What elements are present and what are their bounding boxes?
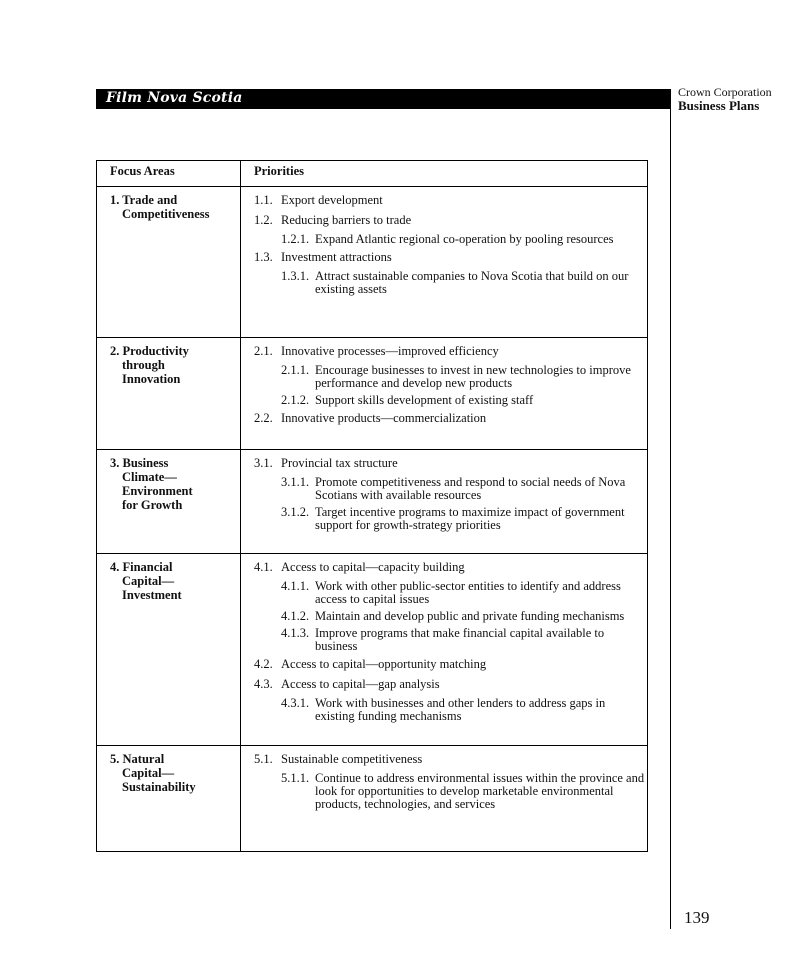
margin-rule bbox=[670, 89, 671, 929]
priority-text: Support skills development of existing staff bbox=[315, 393, 534, 407]
priority-number: 3.1. bbox=[254, 456, 273, 470]
priority-item bbox=[241, 411, 647, 425]
priority-text: Innovative processes—improved efficiency bbox=[281, 344, 499, 358]
focus-area-label: Innovation bbox=[122, 372, 181, 386]
page-number: 139 bbox=[684, 908, 710, 927]
priority-number: 2.1.2. bbox=[281, 393, 310, 407]
focus-area-label: Capital— bbox=[122, 766, 175, 780]
priority-text: Investment attractions bbox=[281, 250, 392, 264]
priority-item bbox=[241, 560, 647, 574]
priority-text: Access to capital—opportunity matching bbox=[281, 657, 487, 671]
focus-area-label: 4. Financial bbox=[110, 560, 173, 574]
priority-number: 4.3.1. bbox=[281, 696, 310, 710]
focus-area-label: Climate— bbox=[122, 470, 177, 484]
priorities-cell bbox=[241, 746, 648, 852]
sub-priority-item bbox=[241, 610, 647, 623]
priority-number: 5.1. bbox=[254, 752, 273, 766]
column-header-priorities: Priorities bbox=[241, 161, 648, 187]
table-row bbox=[97, 187, 648, 338]
priority-text: Export development bbox=[281, 193, 383, 207]
priority-text: Improve programs that make financial capital available to business bbox=[315, 626, 605, 653]
priority-number: 2.2. bbox=[254, 411, 273, 425]
focus-areas-table bbox=[96, 160, 648, 852]
table-header-row bbox=[97, 161, 648, 187]
priority-item bbox=[241, 752, 647, 766]
priority-item bbox=[241, 193, 647, 207]
priority-text: Access to capital—capacity building bbox=[281, 560, 465, 574]
priority-number: 1.3.1. bbox=[281, 269, 310, 283]
priority-number: 2.1. bbox=[254, 344, 273, 358]
priorities-cell bbox=[241, 187, 648, 338]
focus-area-label: Investment bbox=[122, 588, 182, 602]
priority-number: 4.1. bbox=[254, 560, 273, 574]
priority-text: Provincial tax structure bbox=[281, 456, 398, 470]
priority-text: Sustainable competitiveness bbox=[281, 752, 423, 766]
priority-item bbox=[241, 657, 647, 671]
priority-number: 5.1.1. bbox=[281, 771, 310, 785]
priority-text: Promote competitiveness and respond to social needs of Nova Scotians with available resources bbox=[315, 475, 626, 502]
priority-text: Continue to address environmental issues within the province and look for opportunities to develop marketable environmental products, technologies, and services bbox=[315, 771, 645, 811]
priority-text: Reducing barriers to trade bbox=[281, 213, 412, 227]
priority-number: 1.2.1. bbox=[281, 232, 310, 246]
sub-priority-item bbox=[241, 580, 647, 606]
priority-item bbox=[241, 344, 647, 358]
focus-area-cell bbox=[97, 338, 241, 450]
priority-number: 2.1.1. bbox=[281, 363, 310, 377]
priority-text: Work with other public-sector entities to identify and address access to capital issues bbox=[315, 579, 621, 606]
sub-priority-item bbox=[241, 394, 647, 407]
table-row bbox=[97, 338, 648, 450]
column-header-focus-areas: Focus Areas bbox=[97, 161, 241, 187]
priorities-cell bbox=[241, 450, 648, 554]
focus-area-label: Competitiveness bbox=[122, 207, 210, 221]
priority-text: Work with businesses and other lenders to address gaps in existing funding mechanisms bbox=[315, 696, 606, 723]
priority-number: 3.1.1. bbox=[281, 475, 310, 489]
table-row bbox=[97, 450, 648, 554]
priority-number: 1.1. bbox=[254, 193, 273, 207]
priority-number: 4.3. bbox=[254, 677, 273, 691]
priorities-cell bbox=[241, 338, 648, 450]
sub-priority-item bbox=[241, 233, 647, 246]
sub-priority-item bbox=[241, 697, 647, 723]
focus-area-label: 3. Business bbox=[110, 456, 169, 470]
focus-area-label: 1. Trade and bbox=[110, 193, 178, 207]
priority-text: Innovative products—commercialization bbox=[281, 411, 487, 425]
priority-item bbox=[241, 213, 647, 227]
priority-number: 4.1.2. bbox=[281, 609, 310, 623]
priority-number: 1.3. bbox=[254, 250, 273, 264]
focus-area-label: through bbox=[122, 358, 165, 372]
focus-area-label: for Growth bbox=[122, 498, 183, 512]
priority-text: Encourage businesses to invest in new technologies to improve performance and develop new products bbox=[315, 363, 631, 390]
table-row bbox=[97, 554, 648, 746]
sub-priority-item bbox=[241, 772, 647, 811]
focus-area-label: 5. Natural bbox=[110, 752, 165, 766]
priority-text: Access to capital—gap analysis bbox=[281, 677, 440, 691]
priority-number: 3.1.2. bbox=[281, 505, 310, 519]
sub-priority-item bbox=[241, 270, 647, 296]
sub-priority-item bbox=[241, 476, 647, 502]
priority-text: Attract sustainable companies to Nova Scotia that build on our existing assets bbox=[315, 269, 629, 296]
focus-area-label: Capital— bbox=[122, 574, 175, 588]
focus-area-cell bbox=[97, 450, 241, 554]
priority-number: 1.2. bbox=[254, 213, 273, 227]
priority-text: Maintain and develop public and private funding mechanisms bbox=[315, 609, 625, 623]
priority-number: 4.2. bbox=[254, 657, 273, 671]
priority-item bbox=[241, 677, 647, 691]
table-row bbox=[97, 746, 648, 852]
priority-number: 4.1.1. bbox=[281, 579, 310, 593]
sub-priority-item bbox=[241, 627, 647, 653]
priority-text: Expand Atlantic regional co-operation by pooling resources bbox=[315, 232, 614, 246]
focus-area-cell bbox=[97, 187, 241, 338]
section-label-line1: Crown Corporation bbox=[678, 85, 772, 99]
header-bar bbox=[96, 89, 670, 109]
section-label-line2: Business Plans bbox=[678, 98, 760, 113]
focus-area-cell bbox=[97, 746, 241, 852]
focus-area-label: Sustainability bbox=[122, 780, 196, 794]
priorities-cell bbox=[241, 554, 648, 746]
focus-area-label: 2. Productivity bbox=[110, 344, 189, 358]
sub-priority-item bbox=[241, 364, 647, 390]
section-label bbox=[678, 86, 772, 112]
priority-item bbox=[241, 250, 647, 264]
priority-number: 4.1.3. bbox=[281, 626, 310, 640]
focus-area-cell bbox=[97, 554, 241, 746]
sub-priority-item bbox=[241, 506, 647, 532]
document-title: Film Nova Scotia bbox=[106, 90, 243, 106]
priority-text: Target incentive programs to maximize impact of government support for growth-strategy priorities bbox=[315, 505, 625, 532]
focus-area-label: Environment bbox=[122, 484, 193, 498]
priority-item bbox=[241, 456, 647, 470]
